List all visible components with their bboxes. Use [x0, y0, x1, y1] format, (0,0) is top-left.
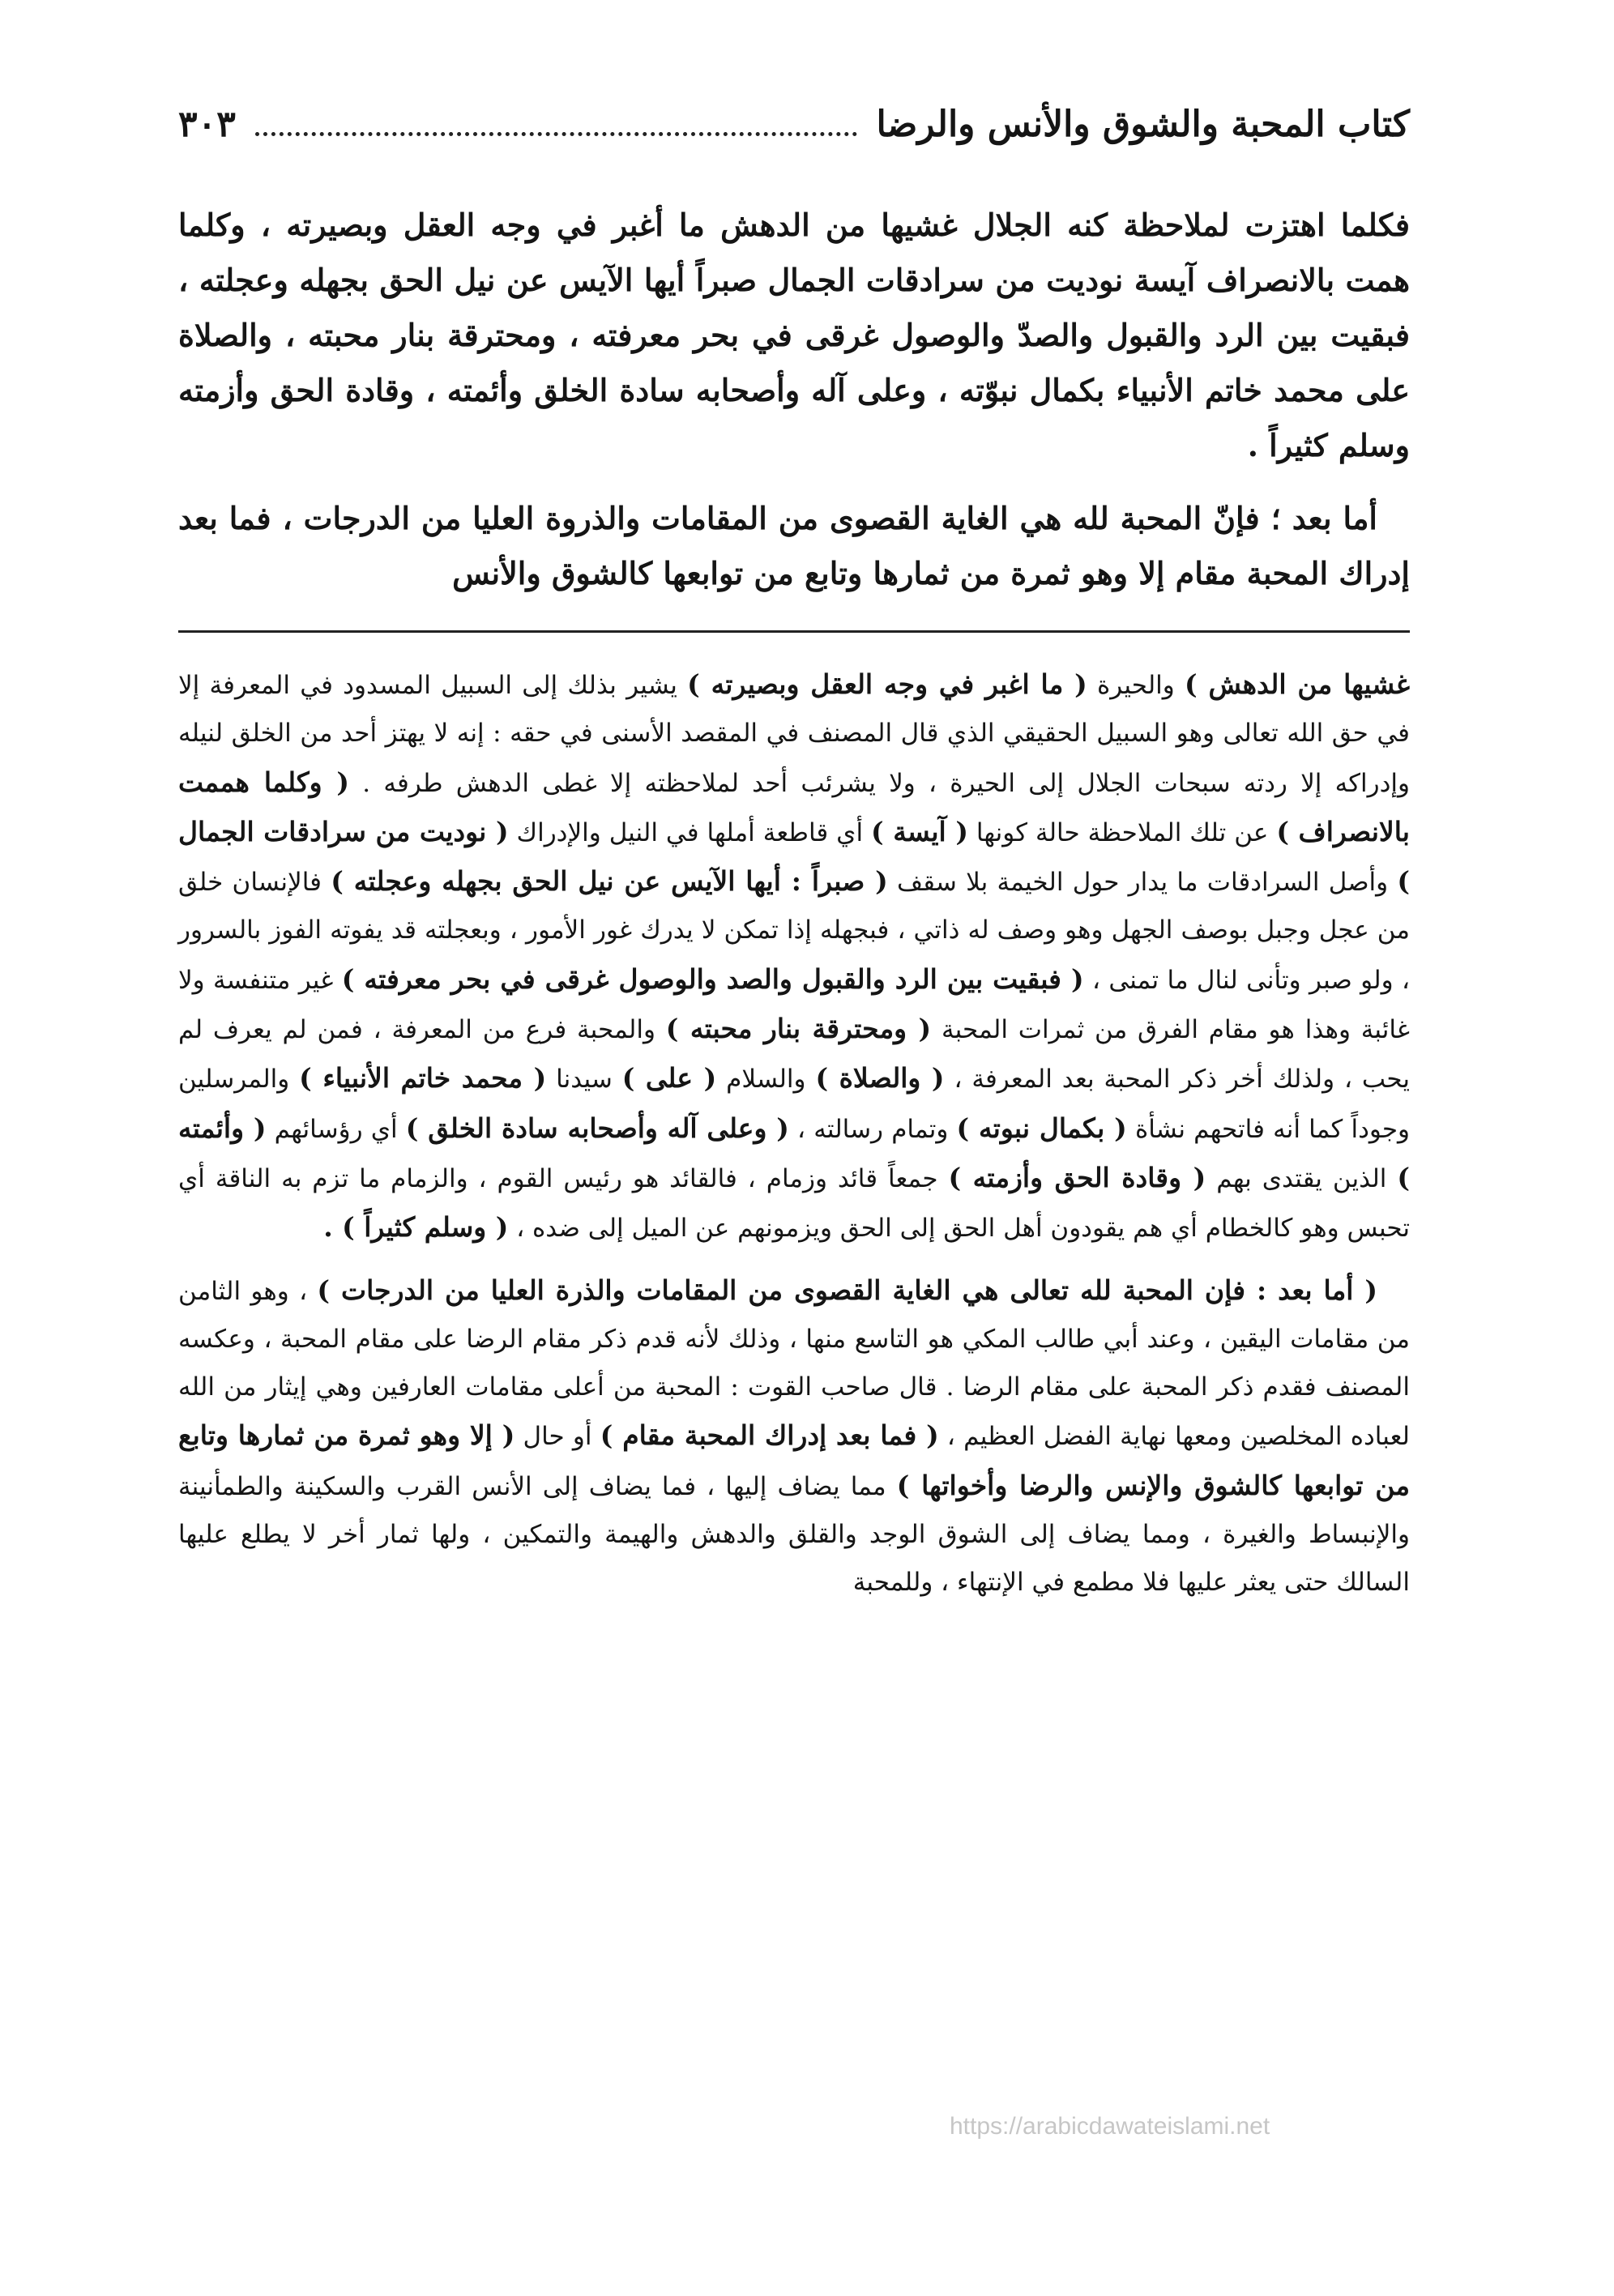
- bold-quoted-text: ( ما اغبر في وجه العقل وبصيرته ): [687, 668, 1087, 700]
- header-dotted-leader: [255, 132, 857, 136]
- bold-quoted-text: ( محمد خاتم الأنبياء ): [299, 1062, 547, 1095]
- bold-quoted-text: ( والصلاة ): [815, 1062, 945, 1095]
- commentary-text: أو حال: [515, 1422, 600, 1452]
- main-paragraph-1: فكلما اهتزت لملاحظة كنه الجلال غشيها من الدهش ما أغبر في وجه العقل وبصيرته ، وكلما همت بالانصراف آيسة نوديت من سرادقات الجمال صبراً أيها الآيس عن نيل الحق بجهله وعجلته ، فبقيت بين الرد والقبول والصدّ والوصول غرقى في بحر معرفته ، ومحترقة بنار محبته ، والصلاة على محمد خاتم الأنبياء بكمال نبوّته ، وعلى آله وأصحابه سادة الخلق وأئمته ، وقادة الحق وأزمته وسلم كثيراً .: [178, 207, 1410, 463]
- bold-quoted-text: ( أما بعد : فإن المحبة لله تعالى هي الغاية القصوى من المقامات والذرة العليا من الدرجات ): [317, 1274, 1378, 1306]
- bold-quoted-text: غشيها من الدهش ): [1185, 668, 1411, 700]
- commentary: [178, 660, 1410, 1607]
- book-page: [178, 96, 1410, 1607]
- commentary-text: عن تلك الملاحظة حالة كونها: [967, 817, 1277, 847]
- commentary-text: مما يضاف إليها ، فما يضاف إلى الأنس القرب والسكينة والطمأنينة والإنبساط والغيرة ، ومما يضاف إلى الشوق الوجد والقلق والدهش والهيمة والتمكين ، ولها ثمار أخر لا يطلع عليها السالك حتى يعثر عليها فلا مطمع في الإنتهاء ، وللمحبة: [178, 1471, 1410, 1598]
- watermark-url: https://arabicdawateislami.net: [950, 2113, 1270, 2140]
- commentary-text: الذين يقتدى بهم: [1206, 1163, 1398, 1193]
- commentary-text: والمحبة فرع من المعرفة ، فمن لم يعرف لم يحب ، ولذلك أخر ذكر المحبة بعد المعرفة ،: [178, 1015, 1410, 1095]
- bold-quoted-text: ( وقادة الحق وأزمته ): [948, 1161, 1206, 1193]
- bold-quoted-text: ( وأئمته ): [178, 1112, 1410, 1193]
- commentary-text: أي قاطعة أملها في النيل والإدراك: [508, 817, 872, 847]
- bold-quoted-text: ( إلا وهو ثمرة من ثمارها وتابع من توابعها كالشوق والإنس والرضا وأخواتها ): [178, 1419, 1410, 1501]
- bold-quoted-text: ( وسلم كثيراً ) .: [323, 1211, 509, 1244]
- commentary-text: يشير بذلك إلى السبيل المسدود في المعرفة إلا في حق الله تعالى وهو السبيل الحقيقي الذي قال المصنف في المقصد الأسنى في حقه : إنه لا يهتز أحد من الخلق لنيله وإدراكه إلا ردته سبحات الجلال إلى الحيرة ، ولا يشرئب أحد لملاحظته إلا غطى الدهش طرفه .: [178, 671, 1410, 798]
- commentary-paragraph-1: [178, 660, 1410, 1253]
- main-text: [178, 198, 1410, 601]
- commentary-text: والحيرة: [1087, 671, 1185, 700]
- bold-quoted-text: ( آيسة ): [871, 815, 968, 847]
- commentary-text: وأصل السرادقات ما يدار حول الخيمة بلا سقف: [887, 868, 1398, 898]
- commentary-text: جمعاً قائد وزمام ، فالقائد هو رئيس القوم ، والزمام ما تزم به الناقة أي تحبس وهو كالخطام أي هم يقودون أهل الحق إلى الحق ويزمونهم عن الميل إلى ضده ،: [178, 1163, 1410, 1244]
- commentary-text: فالإنسان خلق من عجل وجبل بوصف الجهل وهو وصف له ذاتي ، فبجهله إذا تمكن لا يدرك غور الأمور ، وبعجلته قد يفوته الفوز بالسرور ، ولو صبر وتأنى لنال ما تمنى ،: [178, 868, 1410, 995]
- bold-quoted-text: ( فما بعد إدراك المحبة مقام ): [600, 1419, 939, 1452]
- chapter-title: كتاب المحبة والشوق والأنس والرضا: [876, 103, 1410, 145]
- running-header: [178, 96, 1410, 152]
- bold-quoted-text: ( وعلى آله وأصحابه سادة الخلق ): [405, 1112, 789, 1144]
- bold-quoted-text: ( صبراً : أيها الآيس عن نيل الحق بجهله وعجلته ): [331, 865, 888, 898]
- commentary-text: أي رؤسائهم: [266, 1114, 406, 1144]
- commentary-text: ، وهو الثامن من مقامات اليقين ، وعند أبي طالب المكي هو التاسع منها ، وذلك لأنه قدم ذكر مقام الرضا على مقام المحبة ، وعكسه المصنف فقدم ذكر المحبة على مقام الرضا . قال صاحب القوت : المحبة من أعلى مقامات العارفين وهي إيثار من الله لعباده المخلصين ومعها نهاية الفضل العظيم ،: [178, 1276, 1410, 1452]
- commentary-text: وتمام رسالته ،: [788, 1114, 957, 1144]
- commentary-text: والمرسلين وجوداً كما أنه فاتحهم نشأة: [178, 1065, 1411, 1144]
- bold-quoted-text: ( نوديت من سرادقات الجمال ): [178, 815, 1410, 898]
- bold-quoted-text: ( وكلما هممت بالانصراف ): [178, 766, 1410, 847]
- bold-quoted-text: ( ومحترقة بنار محبته ): [665, 1013, 932, 1045]
- separator-rule: [178, 630, 1410, 633]
- bold-quoted-text: ( بكمال نبوته ): [956, 1112, 1127, 1144]
- page-number: ٣٠٣: [178, 103, 236, 145]
- bold-quoted-text: ( فبقيت بين الرد والقبول والصد والوصول غرقى في بحر معرفته ): [341, 962, 1084, 995]
- main-paragraph-2: أما بعد ؛ فإنّ المحبة لله هي الغاية القصوى من المقامات والذروة العليا من الدرجات ، فما بعد إدراك المحبة مقام إلا وهو ثمرة من ثمارها وتابع من توابعها كالشوق والأنس: [178, 500, 1410, 591]
- commentary-paragraph-2: [178, 1266, 1410, 1607]
- commentary-text: والسلام: [716, 1065, 816, 1095]
- commentary-text: سيدنا: [546, 1065, 622, 1095]
- commentary-text: غير متنفسة ولا غائبة وهذا هو مقام الفرق من ثمرات المحبة: [178, 965, 1411, 1045]
- bold-quoted-text: ( على ): [621, 1062, 717, 1095]
